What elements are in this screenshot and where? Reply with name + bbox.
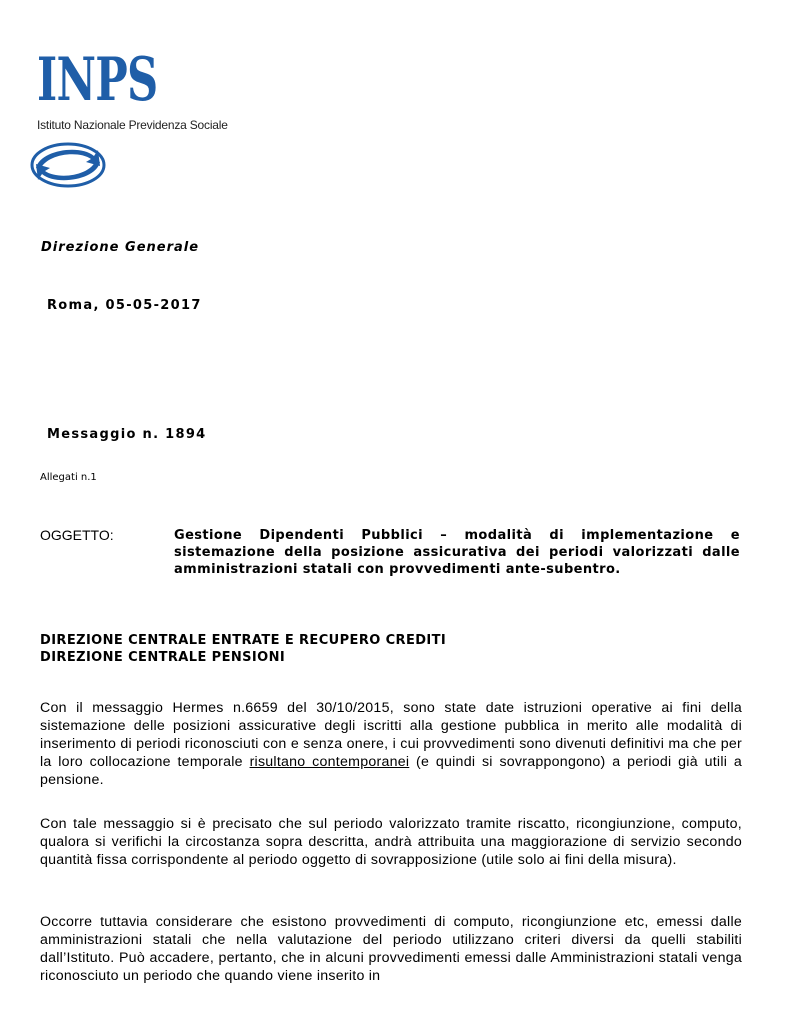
logo-subtitle: Istituto Nazionale Previdenza Sociale	[37, 118, 228, 132]
inps-arrows-icon	[28, 140, 108, 190]
paragrafo-3: Occorre tuttavia considerare che esistono provvedimenti di computo, ricongiunzione etc, emessi dalle amministrazioni statali che nella valutazione del periodo utilizzano criteri diversi da quelli stabiliti dall’Istituto. Può accadere, pertanto, che in alcuni provvedimenti emessi dalle Amministrazioni statali venga riconosciuto un periodo che quando viene inserito in	[40, 914, 742, 984]
direzioni-centrali	[40, 632, 446, 666]
paragrafo-1-fine: (e quindi si sovrappongono) a periodi già utili a pensione.	[40, 754, 742, 788]
paragrafo-1	[40, 699, 742, 789]
direzione-centrale: DIREZIONE CENTRALE PENSIONI	[40, 650, 286, 665]
paragrafo-1-sottolineato: risultano contemporanei	[249, 754, 410, 770]
paragrafo-2: Con tale messaggio si è precisato che sul periodo valorizzato tramite riscatto, ricongiunzione, computo, qualora si verifichi la circostanza sopra descritta, andrà attribuita una maggiorazione di servizio secondo quantità fissa corrispondente al periodo oggetto di sovrapposizione (utile solo ai fini della misura).	[40, 816, 742, 868]
direzione-centrale: DIREZIONE CENTRALE ENTRATE E RECUPERO CREDITI	[40, 633, 447, 648]
paragrafo-1-testo: Con il messaggio Hermes n.6659 del 30/10/2015, sono state date istruzioni operative ai fini della sistemazione delle posizioni assicurative degli iscritti alla gestione pubblica in merito alle modalità di inserimento di periodi riconosciuti con e senza onere, i cui provvedimenti sono divenuti definitivi ma che per la loro collocazione temporale	[40, 700, 742, 770]
numero-messaggio: Messaggio n. 1894	[47, 427, 207, 442]
oggetto-text: Gestione Dipendenti Pubblici – modalità di implementazione e sistemazione della posizione assicurativa dei periodi valorizzati dalle amministrazioni statali con provvedimenti ante-subentro.	[174, 528, 740, 577]
oggetto-label: OGGETTO:	[40, 527, 114, 543]
logo-wordmark: INPS	[37, 45, 158, 115]
inps-logo	[28, 44, 268, 194]
direzione-generale: Direzione Generale	[41, 240, 200, 255]
luogo-data: Roma, 05-05-2017	[47, 298, 202, 313]
allegati: Allegati n.1	[40, 472, 97, 483]
